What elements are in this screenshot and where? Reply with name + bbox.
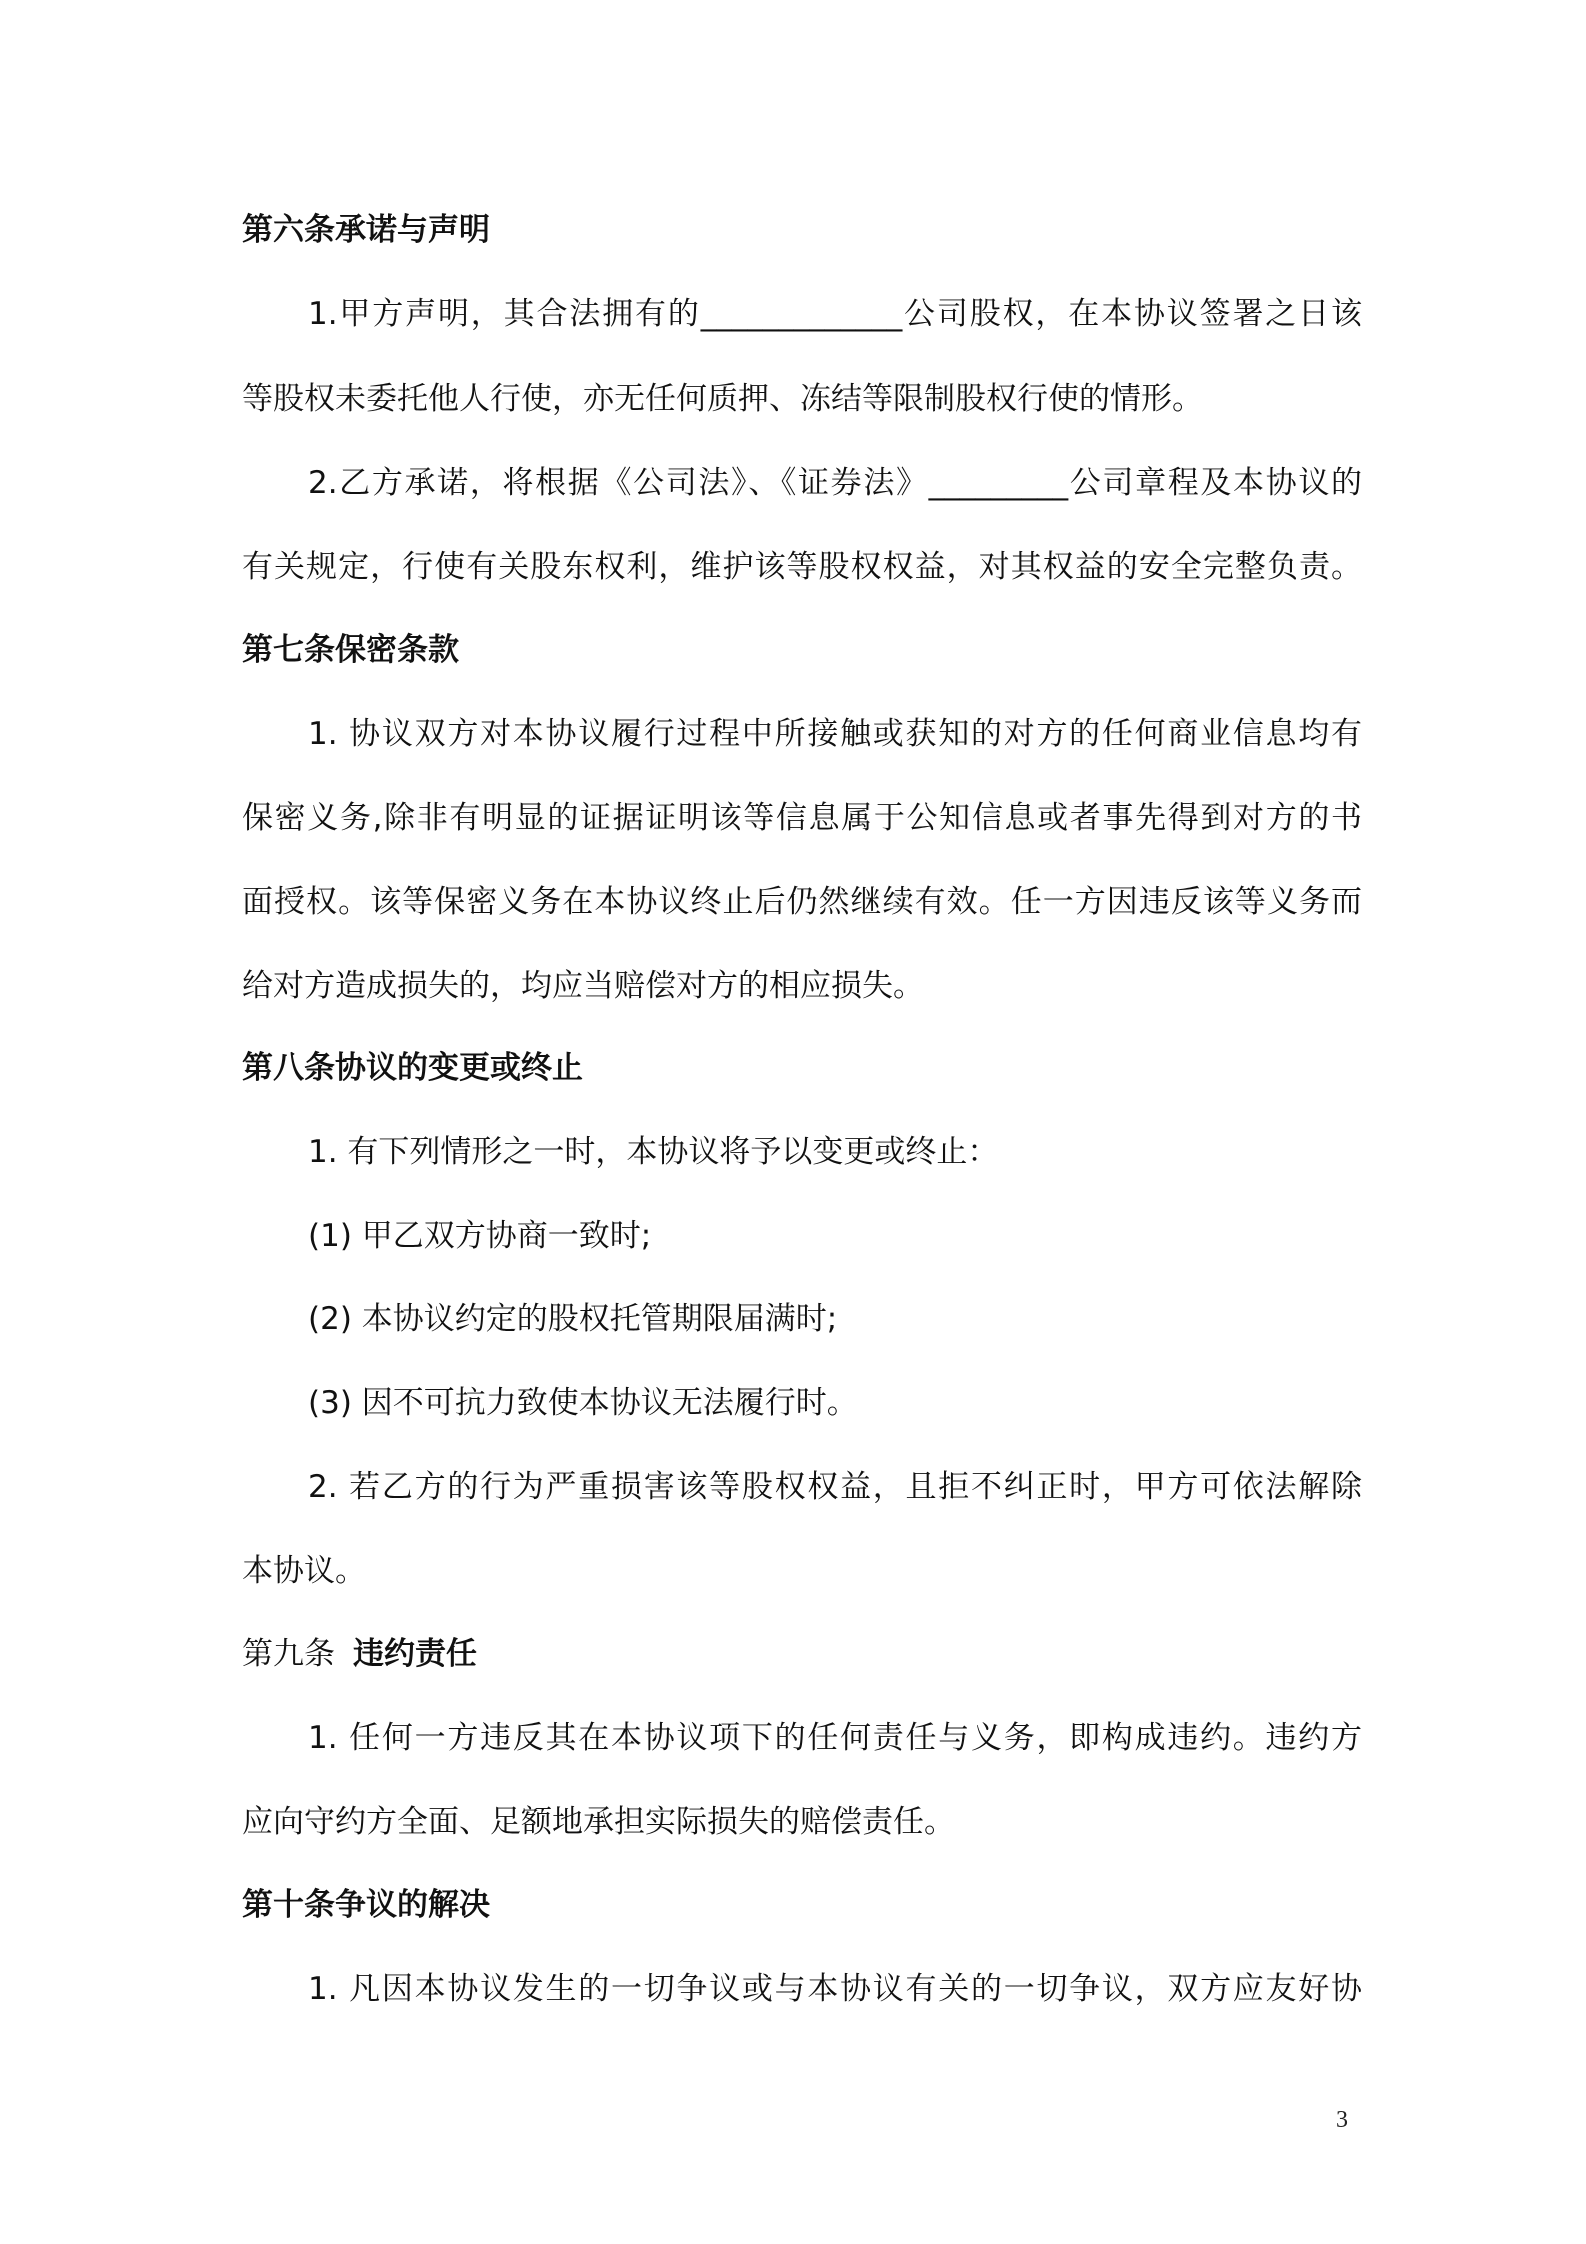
page-number: 3 [1336, 2107, 1348, 2133]
article-9-title: 违约责任 [353, 1636, 477, 1672]
article-7-para-1-line-4: 给对方造成损失的，均应当赔偿对方的相应损失。 [242, 968, 924, 1004]
article-7-para-1-line-3: 面授权。该等保密义务在本协议终止后仍然继续有效。任一方因违反该等义务而 [242, 884, 1362, 920]
article-6-para-1-line-2: 等股权未委托他人行使，亦无任何质押、冻结等限制股权行使的情形。 [242, 381, 1203, 417]
article-8-item-2: (2) 本协议约定的股权托管期限届满时; [308, 1301, 838, 1337]
article-6-para-1-line-1: 1.甲方声明，其合法拥有的_____________公司股权，在本协议签署之日该 [308, 296, 1362, 332]
article-9-number: 第九条 [242, 1636, 335, 1672]
article-8-heading: 第八条协议的变更或终止 [242, 1050, 583, 1086]
article-6-para-2-line-1: 2.乙方承诺，将根据《公司法》、《证券法》_________公司章程及本协议的 [308, 465, 1362, 501]
article-9-para-1-line-2: 应向守约方全面、足额地承担实际损失的赔偿责任。 [242, 1804, 955, 1840]
article-10-para-1-line-1: 1. 凡因本协议发生的一切争议或与本协议有关的一切争议，双方应友好协 [308, 1971, 1362, 2007]
article-7-para-1-line-1: 1. 协议双方对本协议履行过程中所接触或获知的对方的任何商业信息均有 [308, 716, 1362, 752]
article-8-para-2-line-2: 本协议。 [242, 1553, 366, 1589]
article-7-heading: 第七条保密条款 [242, 632, 459, 668]
article-9-para-1-line-1: 1. 任何一方违反其在本协议项下的任何责任与义务，即构成违约。违约方 [308, 1720, 1362, 1756]
article-9-heading [242, 1634, 1362, 1674]
article-8-item-1: (1) 甲乙双方协商一致时; [308, 1218, 652, 1254]
article-8-para-1: 1. 有下列情形之一时，本协议将予以变更或终止： [308, 1134, 999, 1170]
article-6-para-2-line-2: 有关规定，行使有关股东权利，维护该等股权权益，对其权益的安全完整负责。 [242, 549, 1362, 585]
article-6-heading: 第六条承诺与声明 [242, 212, 490, 248]
article-7-para-1-line-2: 保密义务,除非有明显的证据证明该等信息属于公知信息或者事先得到对方的书 [242, 800, 1362, 836]
article-8-item-3: (3) 因不可抗力致使本协议无法履行时。 [308, 1385, 858, 1421]
article-10-heading: 第十条争议的解决 [242, 1887, 490, 1923]
article-8-para-2-line-1: 2. 若乙方的行为严重损害该等股权权益，且拒不纠正时，甲方可依法解除 [308, 1469, 1362, 1505]
